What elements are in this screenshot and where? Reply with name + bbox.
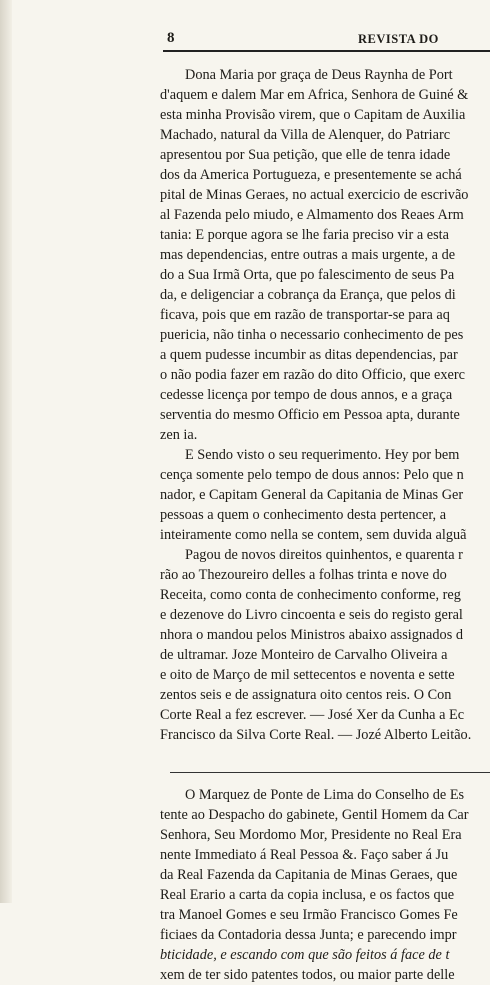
- text-line: da, e deligenciar a cobrança da Erança, que pelos di: [160, 287, 456, 303]
- text-line: o não podia fazer em razão do dito Officio, que exerc: [160, 367, 465, 383]
- text-line: cedesse licença por tempo de dous annos, e a graça: [160, 387, 453, 403]
- text-line: Receita, como conta de conhecimento conforme, reg: [160, 587, 461, 603]
- text-line: do a Sua Irmã Orta, que po falescimento de seus Pa: [160, 267, 455, 283]
- text-line: Corte Real a fez escrever. — José Xer da Cunha a Ec: [160, 707, 465, 723]
- text-line: e dezenove do Livro cincoenta e seis do registo geral: [160, 607, 463, 623]
- text-line: tania: E porque agora se lhe faria preciso vir a esta: [160, 227, 449, 243]
- text-line: de ultramar. Joze Monteiro de Carvalho Oliveira a: [160, 647, 448, 663]
- text-line: puericia, não tinha o necessario conhecimento de pes: [160, 327, 464, 343]
- provisao-text: [160, 65, 490, 745]
- text-line: serventia do mesmo Officio em Pessoa apta, durante: [160, 407, 460, 423]
- text-line: nhora o mandou pelos Ministros abaixo assignados d: [160, 627, 463, 643]
- text-line: apresentou por Sua petição, que elle de tenra idade: [160, 147, 451, 163]
- text-line: ficiaes da Contadoria dessa Junta; e parecendo impr: [160, 927, 457, 943]
- page-header: [0, 30, 490, 50]
- text-line: rão ao Thezoureiro delles a folhas trinta e nove do: [160, 567, 447, 583]
- running-head: REVISTA DO: [358, 32, 439, 46]
- text-line: da Real Fazenda da Capitania de Minas Geraes, que: [160, 867, 458, 883]
- text-line: mas dependencias, entre outras a mais urgente, a de: [160, 247, 456, 263]
- text-line: Francisco da Silva Corte Real. — Jozé Alberto Leitão.: [160, 727, 472, 743]
- text-line: Real Erario a carta da copia inclusa, e os factos que: [160, 887, 455, 903]
- text-line: E Sendo visto o seu requerimento. Hey por bem: [185, 447, 460, 463]
- text-line: bticidade, e escando com que são feitos á face de t: [160, 947, 450, 963]
- text-line: zentos seis e de assignatura oito centos reis. O Con: [160, 687, 452, 703]
- header-rule: [163, 50, 490, 52]
- text-line: tente ao Despacho do gabinete, Gentil Homem da Car: [160, 807, 469, 823]
- text-line: zen ia.: [160, 427, 198, 443]
- text-line: Dona Maria por graça de Deus Raynha de Port: [185, 67, 453, 83]
- text-line: nador, e Capitam General da Capitania de Minas Ger: [160, 487, 464, 503]
- text-line: esta minha Provisão virem, que o Capitam de Auxilia: [160, 107, 466, 123]
- text-line: cença somente pelo tempo de dous annos: Pelo que n: [160, 467, 464, 483]
- text-line: Machado, natural da Villa de Alenquer, do Patriarc: [160, 127, 451, 143]
- text-line: xem de ter sido patentes todos, ou maior parte delle: [160, 967, 455, 983]
- text-line: d'aquem e dalem Mar em Africa, Senhora de Guiné &: [160, 87, 469, 103]
- marquez-text: [160, 785, 490, 985]
- text-line: inteiramente como nella se contem, sem duvida alguã: [160, 527, 467, 543]
- text-line: pessoas a quem o conhecimento desta pertencer, a: [160, 507, 447, 523]
- text-line: ficava, pois que em razão de transportar-se para aq: [160, 307, 450, 323]
- text-line: O Marquez de Ponte de Lima do Conselho de Es: [185, 787, 465, 803]
- section-separator: [170, 772, 490, 773]
- text-line: pital de Minas Geraes, no actual exercicio de escrivão: [160, 187, 469, 203]
- text-line: Pagou de novos direitos quinhentos, e quarenta r: [185, 547, 463, 563]
- text-line: al Fazenda pelo miudo, e Almamento dos Reaes Arm: [160, 207, 464, 223]
- page-number: 8: [167, 30, 175, 46]
- text-line: e oito de Março de mil settecentos e noventa e sette: [160, 667, 455, 683]
- text-line: dos da America Portugueza, e presentemente se achá: [160, 167, 462, 183]
- page-binding-edge: [0, 0, 12, 903]
- text-line: Senhora, Seu Mordomo Mor, Presidente no Real Era: [160, 827, 462, 843]
- text-line: tra Manoel Gomes e seu Irmão Francisco Gomes Fe: [160, 907, 458, 923]
- text-line: nente Immediato á Real Pessoa &. Faço saber á Ju: [160, 847, 449, 863]
- text-line: a quem pudesse incumbir as ditas dependencias, par: [160, 347, 458, 363]
